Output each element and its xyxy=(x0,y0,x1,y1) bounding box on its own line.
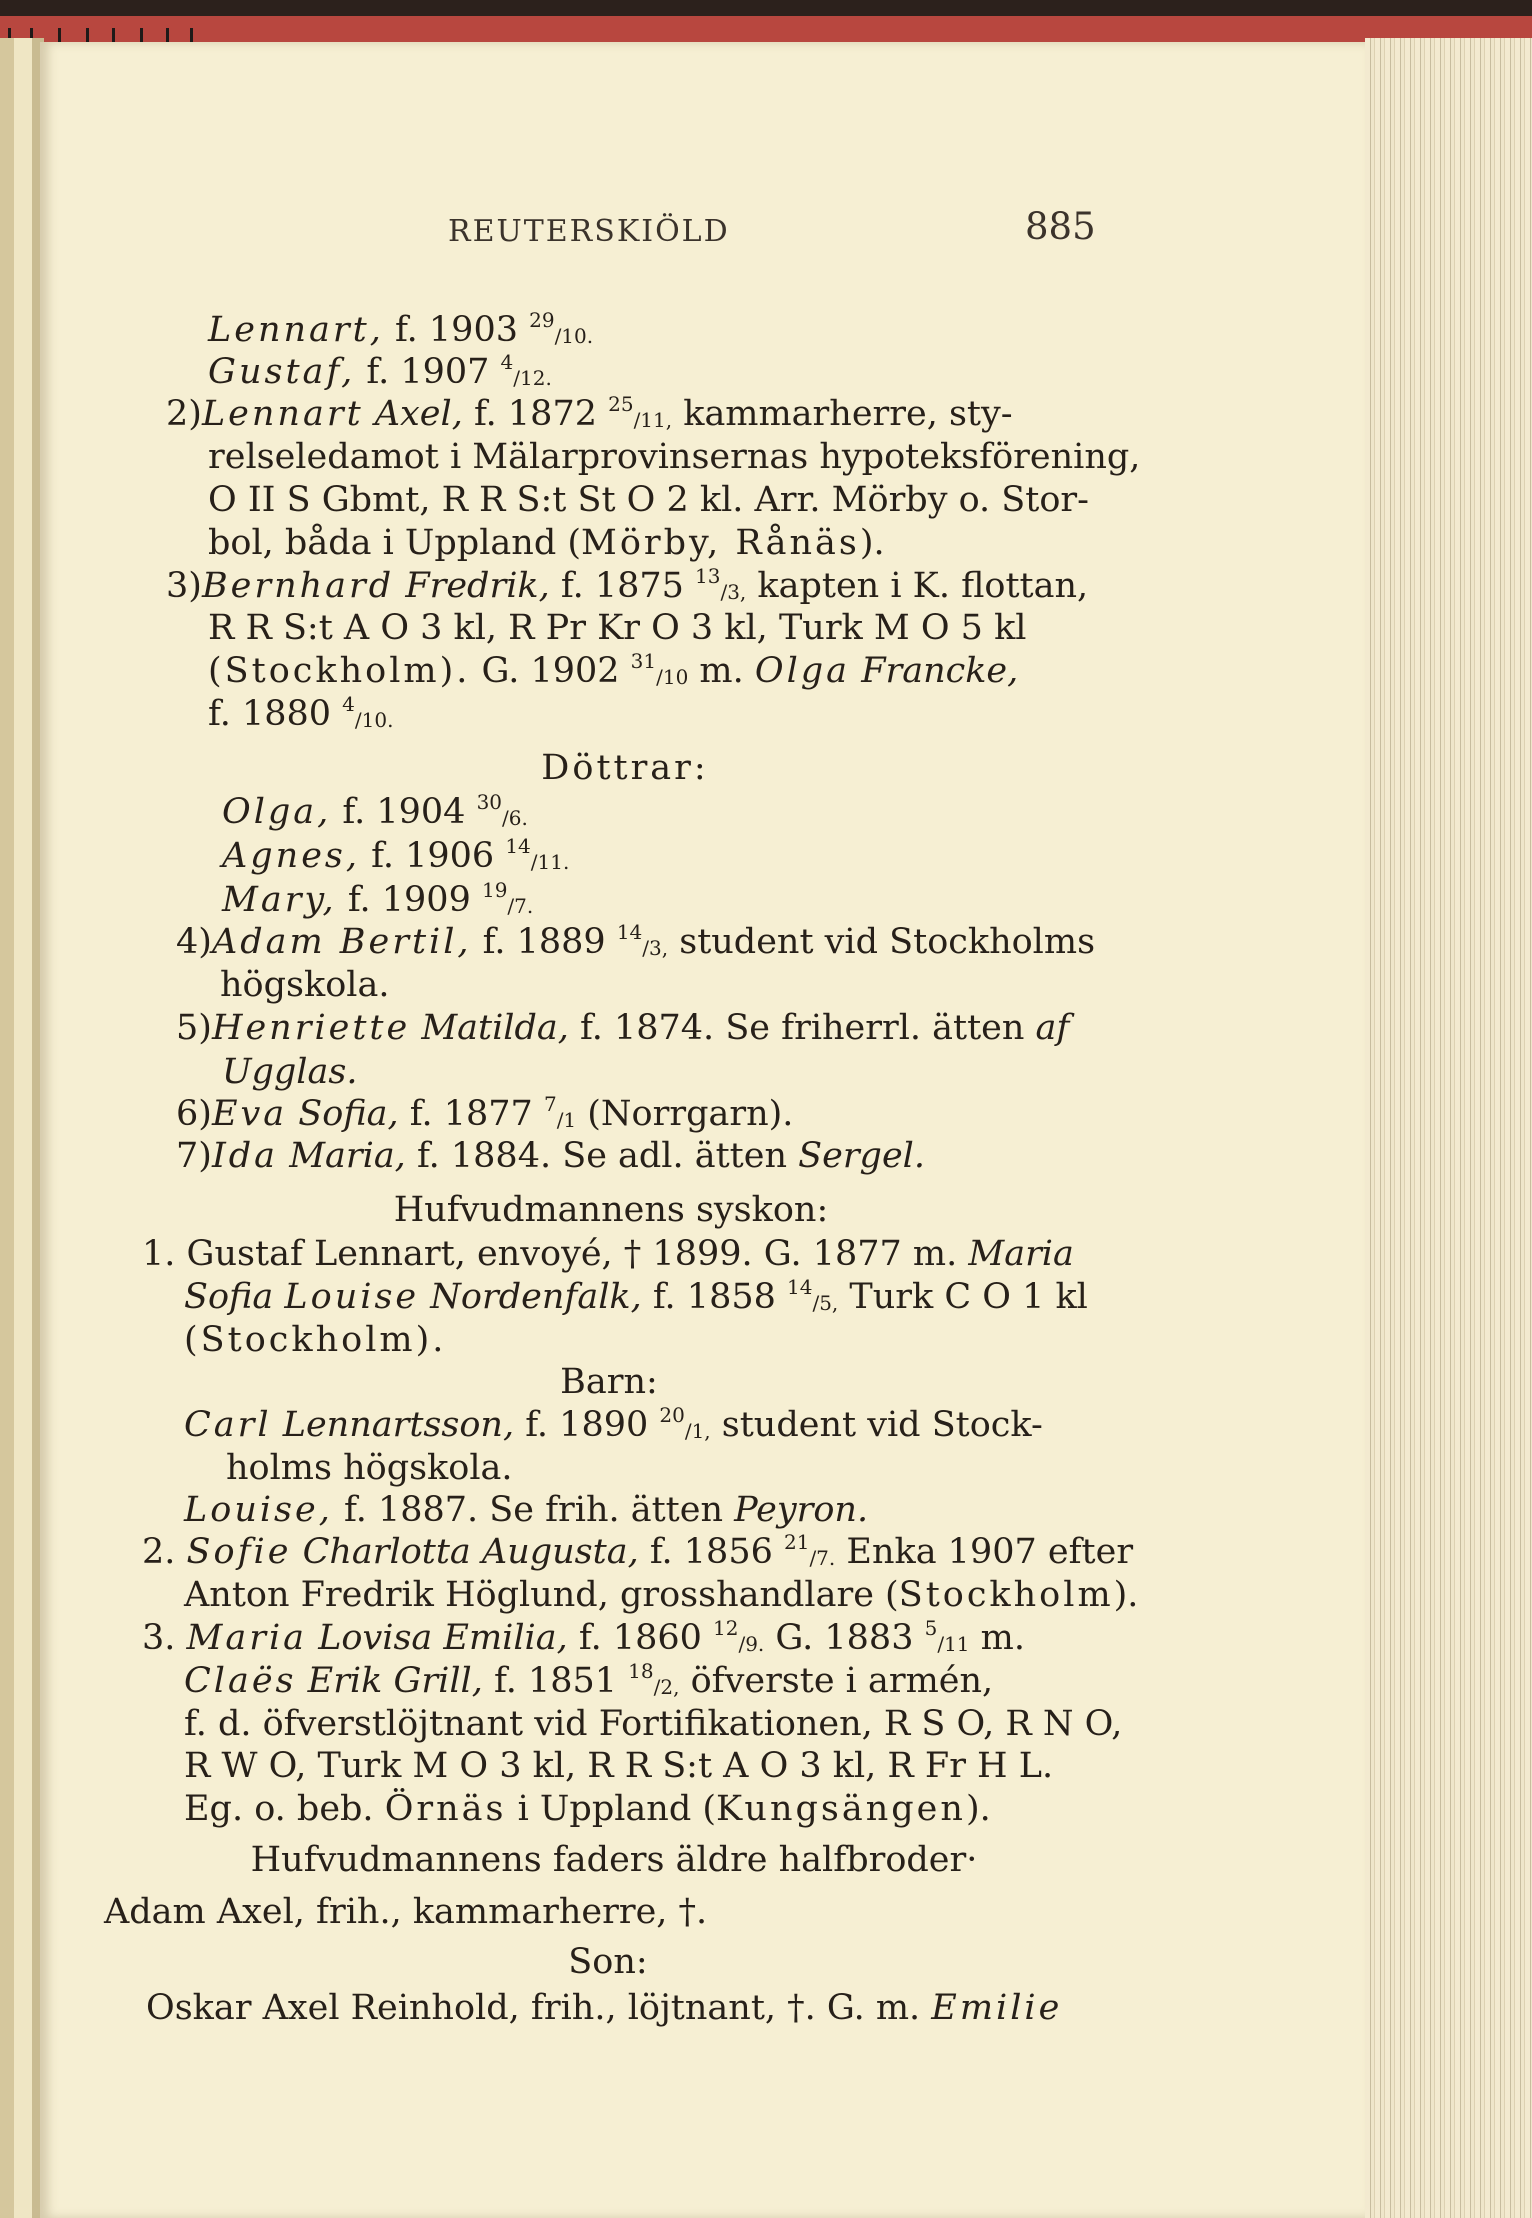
section-heading: Barn: xyxy=(560,1362,658,1402)
text-line: Oskar Axel Reinhold, frih., löjtnant, †. G. m. Emilie xyxy=(146,1988,1063,2028)
text-line: f. 1880 $^4_{/10.}$ xyxy=(208,692,394,734)
text-line: Carl Lennartsson, f. 1890 $^{20}_{/1,}$ student vid Stock- xyxy=(184,1403,1043,1445)
text-line: R W O, Turk M O 3 kl, R R S:t A O 3 kl, R Fr H L. xyxy=(184,1746,1054,1786)
text-line: Mary, f. 1909 $^{19}_{/7.}$ xyxy=(222,878,534,920)
text-line: Claës Erik Grill, f. 1851 $^{18}_{/2,}$ öfverste i armén, xyxy=(184,1659,994,1701)
text-line: högskola. xyxy=(220,965,390,1005)
text-line: f. d. öfverstlöjtnant vid Fortifikationen, R S O, R N O, xyxy=(184,1704,1123,1744)
book-spine-edge xyxy=(0,38,44,2218)
section-heading: Son: xyxy=(568,1942,648,1982)
text-line: (Stockholm). xyxy=(184,1320,447,1360)
text-line: Eg. o. beb. Örnäs i Uppland (Kungsängen). xyxy=(184,1789,991,1829)
text-line: 7)Ida Maria, f. 1884. Se adl. ätten Sergel. xyxy=(176,1136,925,1176)
page-number: 885 xyxy=(1025,205,1096,248)
text-line: 1. Gustaf Lennart, envoyé, † 1899. G. 1877 m. Maria xyxy=(142,1234,1074,1274)
text-line: 2)Lennart Axel, f. 1872 $^{25}_{/11,}$ kammarherre, sty- xyxy=(166,392,1013,434)
text-line: Olga, f. 1904 $^{30}_{/6.}$ xyxy=(222,790,528,832)
section-heading: Hufvudmannens syskon: xyxy=(393,1190,829,1230)
running-title: REUTERSKIÖLD xyxy=(448,214,730,249)
text-line: R R S:t A O 3 kl, R Pr Kr O 3 kl, Turk M O 5 kl xyxy=(208,608,1027,648)
text-line: (Stockholm). G. 1902 $^{31}_{/10}$ m. Olga Francke, xyxy=(208,649,1019,691)
text-line: 3)Bernhard Fredrik, f. 1875 $^{13}_{/3,}$ kapten i K. flottan, xyxy=(166,564,1089,606)
text-line: Sofia Louise Nordenfalk, f. 1858 $^{14}_{/5,}$ Turk C O 1 kl xyxy=(184,1275,1088,1317)
section-heading: Hufvudmannens faders äldre halfbroder· xyxy=(250,1840,978,1880)
text-line: 2. Sofie Charlotta Augusta, f. 1856 $^{21}_{/7.}$ Enka 1907 efter xyxy=(142,1530,1134,1572)
page-stack-edges xyxy=(1365,38,1532,2218)
text-line: Gustaf, f. 1907 $^4_{/12.}$ xyxy=(208,350,552,392)
text-line: Lennart, f. 1903 $^{29}_{/10.}$ xyxy=(208,308,594,350)
text-line: 4)Adam Bertil, f. 1889 $^{14}_{/3,}$ student vid Stockholms xyxy=(176,920,1096,962)
text-line: 5)Henriette Matilda, f. 1874. Se friherrl. ätten af xyxy=(176,1008,1070,1048)
text-line: 3. Maria Lovisa Emilia, f. 1860 $^{12}_{/9.}$ G. 1883 $^5_{/11}$ m. xyxy=(142,1616,1025,1658)
text-line: relseledamot i Mälarprovinsernas hypoteksförening, xyxy=(208,437,1141,477)
text-line: Agnes, f. 1906 $^{14}_{/11.}$ xyxy=(222,834,570,876)
text-line: O II S Gbmt, R R S:t St O 2 kl. Arr. Mörby o. Stor- xyxy=(208,480,1089,520)
text-line: Ugglas. xyxy=(222,1052,358,1092)
section-heading: Döttrar: xyxy=(541,748,709,788)
text-line: Adam Axel, frih., kammarherre, †. xyxy=(104,1892,708,1932)
text-line: Louise, f. 1887. Se frih. ätten Peyron. xyxy=(184,1490,869,1530)
text-line: holms högskola. xyxy=(226,1448,513,1488)
text-line: 6)Eva Sofia, f. 1877 $^7_{/1}$ (Norrgarn). xyxy=(176,1092,794,1134)
text-line: bol, båda i Uppland (Mörby, Rånäs). xyxy=(208,523,885,563)
text-line: Anton Fredrik Höglund, grosshandlare (Stockholm). xyxy=(184,1575,1139,1615)
